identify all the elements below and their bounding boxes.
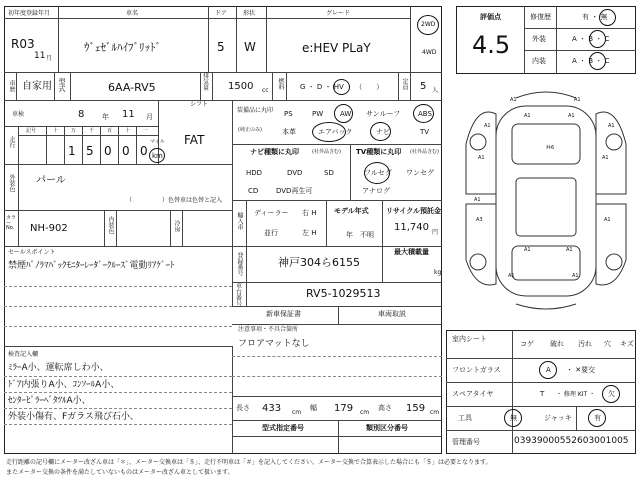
inspection-label: 車検 [12, 111, 25, 118]
rating-value: 4.5 [472, 31, 511, 59]
fuel-label: 燃料 [277, 78, 284, 90]
registration-label: 登録番号 [236, 252, 243, 276]
repair-circle [599, 9, 616, 26]
mileage-col-hyaku: 百 [107, 128, 113, 134]
drive-2wd-circle [417, 15, 439, 35]
import-parallel: 並行 [264, 229, 278, 237]
nav-type-sub: (社外品含む) [312, 149, 341, 155]
length-value: 433 [262, 403, 282, 414]
capacity-value: 5 [420, 81, 427, 92]
door-label: ドア [215, 10, 227, 17]
width-label: 幅 [310, 404, 317, 412]
inspection-year-unit: 年 [102, 113, 109, 121]
diagram-mark: A3 [476, 217, 483, 223]
equipment-label: 装備品に丸印 [237, 107, 274, 114]
color-code-label: カラーNo. [6, 215, 17, 231]
inspector-line: ﾐﾗｰA小、運転席しわ小、 [8, 363, 109, 373]
mileage-col-tens: 十 [53, 128, 59, 134]
nav-dvd: DVD [287, 169, 303, 177]
interior-color-label: 内装色 [107, 216, 114, 234]
ext-label: 外装 [532, 35, 546, 43]
frame-value: RV5-1029513 [306, 287, 381, 300]
model-value: 6AA-RV5 [108, 81, 156, 94]
repair-label: 修復歴 [530, 13, 551, 21]
mileage-digit: 1 [68, 144, 76, 158]
equip-ps: PS [284, 110, 293, 118]
inspector-label: 検査記入欄 [8, 351, 39, 358]
diagram-mark: A1 [474, 197, 481, 203]
import-dealer: ディーラー [254, 209, 289, 217]
diagram-mark: A1 [602, 155, 609, 161]
color-code-value: NH-902 [30, 223, 68, 234]
height-label: 高さ [378, 404, 392, 412]
new-car-warranty: 新車保証書 [266, 310, 301, 318]
mileage-digit: 0 [122, 144, 130, 158]
spare-circle [602, 385, 620, 403]
class-label: 類別区分番号 [366, 424, 408, 432]
grade-label: グレード [326, 10, 351, 17]
notes-text: フロアマットなし [238, 339, 310, 349]
model-label: 型式 [58, 78, 66, 92]
max-load-unit: kg [434, 269, 442, 276]
displacement-value: 1500 [228, 81, 254, 92]
front-glass-note: ・ ✕要交 [566, 366, 596, 374]
rating-label: 評価点 [480, 13, 501, 21]
seat-burn: コゲ [520, 340, 534, 348]
spare-kit: ・ 修理 KIT ・ [556, 391, 596, 398]
sales-points-label: セールスポイント [8, 249, 56, 256]
mileage-col-symbol: 記号 [26, 128, 37, 134]
diagram-mark: A1 [508, 273, 515, 279]
diagram-mark: A1 [510, 97, 517, 103]
nav-sd: SD [324, 169, 334, 177]
vehicle-manual: 車両取説 [378, 310, 406, 318]
exterior-note: （ ）色替車は色替と記入 [126, 197, 223, 204]
drive-2wd: 2WD [421, 21, 436, 28]
side-label: 車歴 [8, 80, 15, 92]
model-year-label: モデル年式 [334, 207, 369, 215]
length-label: 長さ [236, 404, 250, 412]
mileage-col-ju: 十 [125, 128, 131, 134]
tools-none: 無 [510, 414, 517, 422]
mileage-km-circle [149, 148, 165, 163]
diagram-mark: A1 [608, 123, 615, 129]
mileage-unit-km: km [152, 152, 163, 160]
seat-scratch: キズ [620, 340, 634, 348]
equipment-sub-label: (純正のみ) [238, 127, 262, 133]
equip-leather: 本革 [282, 128, 296, 136]
recycle-label: リサイクル預託金 [386, 207, 442, 215]
repair-options: 有 ・ 無 [582, 13, 608, 21]
nav-cd: CD [248, 187, 259, 195]
first-reg-month: 11 [34, 51, 46, 61]
inspector-line: ｾﾝﾀｰﾋﾟﾗｰﾍﾞﾀﾂﾙA小、 [8, 396, 91, 406]
inspector-line: ﾄﾞｱ内張りA小、ｺﾝｿｰﾙA小、 [8, 380, 120, 390]
first-reg-era: R03 [11, 37, 35, 51]
mileage-col-man: 万 [71, 128, 77, 134]
tv-type-label: TV種類に丸印 [356, 148, 402, 156]
fuel-value: G ・ D ・ HV ・ （ ） [300, 83, 384, 91]
diagram-mark: ﾀｷ6 [546, 145, 555, 151]
equip-aw: AW [340, 110, 352, 118]
diagram-mark: A1 [568, 113, 575, 119]
jack-label: ジャッキ [544, 414, 572, 422]
seat-tear: 破れ [550, 340, 564, 348]
front-glass-circle [539, 361, 557, 379]
capacity-label: 定員 [401, 78, 408, 90]
diagram-mark: A1 [478, 155, 485, 161]
notes-label: 注意事項・不具合箇所 [238, 326, 299, 333]
diagram-mark: A1 [484, 123, 491, 129]
first-reg-label: 初年度登録年月 [8, 10, 51, 17]
history-value: 自家用 [22, 81, 52, 92]
first-reg-month-unit: 月 [46, 55, 53, 62]
equip-sunroof: サンルーフ [366, 110, 401, 118]
car-name-label: 車名 [126, 10, 139, 17]
tools-label: 工具 [458, 414, 472, 422]
diagram-mark: A1 [572, 273, 579, 279]
displacement-label: 排気量 [203, 73, 210, 92]
int-label: 内装 [532, 57, 546, 65]
equip-navi-circle [370, 122, 391, 141]
import-left: 左 H [302, 229, 317, 237]
capacity-unit: 人 [432, 87, 439, 94]
inspection-month: 11 [122, 109, 135, 120]
equip-abs: ABS [418, 110, 432, 118]
exterior-label: 外装色 [8, 174, 15, 192]
width-value: 179 [334, 403, 354, 414]
import-label: 輸入車 [236, 212, 243, 230]
ext-circle [589, 30, 606, 48]
shape-label: 形状 [243, 10, 256, 17]
width-unit: cm [360, 409, 370, 416]
mileage-digit: 0 [140, 144, 148, 158]
spare-label: スペアタイヤ [452, 390, 494, 398]
management-value: 03939000552603001005 [514, 436, 629, 446]
mileage-digit: 0 [104, 144, 112, 158]
mileage-col-sen: 千 [89, 128, 95, 134]
mileage-unit-mile: マイル [150, 139, 165, 145]
equip-abs-circle [413, 104, 434, 123]
mileage-digit: 5 [86, 144, 94, 158]
inspector-line: 外装小傷有、Fガラス飛び石小、 [8, 412, 139, 422]
grade-value: e:HEV PLaY [302, 41, 371, 55]
registration-value: 神戸304ら6155 [278, 256, 360, 269]
jack-circle [588, 409, 606, 427]
equip-pw: PW [312, 110, 324, 118]
length-unit: cm [292, 409, 302, 416]
inspection-year: 8 [78, 109, 85, 120]
seat-stain: 汚れ [578, 340, 592, 348]
max-load-label: 最大積載量 [394, 248, 429, 256]
equip-navi: ナビ [376, 128, 390, 136]
spare-t: T [540, 390, 545, 398]
shape-value: W [244, 40, 256, 54]
footer-note-1: 走行距離の記号欄にメーター改ざん車は「＊」、メーター交換車は「＄」、走行不明車は「＃」を記入してください。メーター交換で合算表示した場合にも「＄」は必要となります。 [6, 459, 492, 466]
model-year-value: 年 不明 [346, 231, 374, 239]
seat-hole: 穴 [604, 340, 611, 348]
tv-fullseg: フルセグ [364, 169, 392, 177]
nav-dvd-play: DVD再生可 [276, 187, 313, 195]
footer-note-2: またメーター交換の条件を満たしていないものはメーター改ざん車として扱います。 [6, 469, 234, 476]
int-circle [589, 52, 606, 70]
diagram-mark: A1 [524, 113, 531, 119]
tv-type-sub: (社外品含む) [410, 149, 439, 155]
ext-options: A ・ B ・ C [572, 35, 610, 43]
height-unit: cm [430, 409, 440, 416]
import-right: 右 H [302, 209, 317, 217]
height-value: 159 [406, 403, 426, 414]
equip-airbag-circle [312, 122, 346, 142]
sales-points-text: 禁煙ﾊﾟﾉﾗﾏﾊﾞｯｸﾓﾆﾀｰﾚｰﾀﾞｰｸﾙｰｽﾞ電動ﾘｱｹﾞｰﾄ [8, 261, 175, 271]
nav-type-label: ナビ種類に丸印 [250, 148, 299, 156]
equip-tv: TV [420, 128, 430, 136]
recycle-unit: 円 [432, 229, 439, 236]
frame-label: 車台番号 [236, 283, 243, 308]
mileage-col-ichi: 一 [143, 128, 149, 134]
car-damage-diagram [456, 84, 636, 316]
jack-yes: 有 [594, 414, 601, 422]
inspection-month-unit: 月 [146, 113, 153, 121]
cooler-label: 冷房 [173, 220, 180, 232]
recycle-value: 11,740 [394, 222, 429, 233]
management-label: 管理番号 [452, 438, 480, 446]
type-designation-label: 型式指定番号 [262, 424, 304, 432]
nav-hdd: HDD [246, 169, 263, 177]
equip-aw-circle [334, 104, 353, 123]
fuel-hv-circle [333, 79, 350, 95]
mileage-label: 走行 [8, 136, 15, 148]
tv-analog: アナログ [362, 187, 390, 195]
front-glass-label: フロントガラス [452, 366, 501, 374]
door-value: 5 [217, 40, 225, 54]
car-name: ｳﾞｪｾﾞﾙﾊｲﾌﾞﾘｯﾄﾞ [84, 41, 161, 54]
exterior-color: パール [36, 175, 66, 186]
front-glass-a: A [546, 366, 551, 374]
diagram-mark: A1 [524, 247, 531, 253]
diagram-mark: A1 [604, 217, 611, 223]
drive-4wd: 4WD [422, 49, 437, 56]
diagram-mark: A1 [574, 97, 581, 103]
spare-missing: 欠 [608, 390, 615, 398]
diagram-mark: A1 [566, 247, 573, 253]
shift-value: FAT [184, 133, 205, 147]
tools-circle [504, 409, 522, 427]
interior-seat-label: 室内シート [452, 335, 487, 343]
int-options: A ・ B ・ C [572, 57, 610, 65]
equip-airbag: エアバック [318, 128, 353, 136]
shift-label: シフト [190, 101, 209, 108]
tv-oneseg: ワンセグ [406, 169, 434, 177]
displacement-unit: cc [262, 87, 269, 94]
tv-fullseg-circle [364, 162, 390, 184]
